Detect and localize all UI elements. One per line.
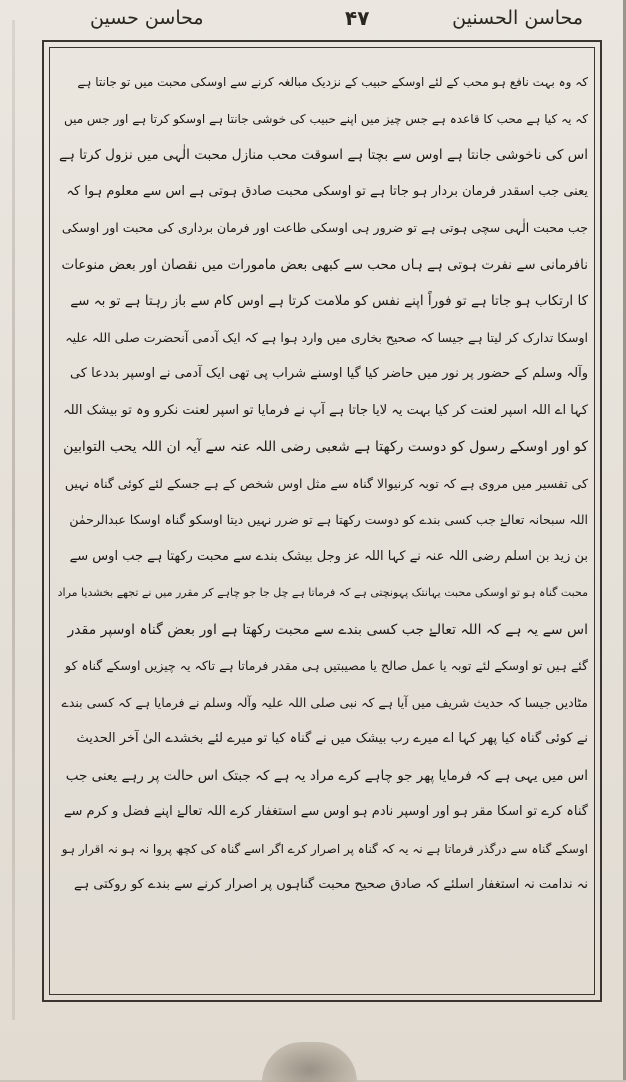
text-line: گناہ کرے تو اسکا مقر ہو اور اوسپر نادم ہو اوس سے استغفار کرے اللہ تعالےٰ اپنے فضل و کرم سے: [63, 804, 588, 819]
text-line: جب محبت الٰہی سچی ہوتی ہے تو ضرور ہی اوسکی طاعت اور فرمان برداری کی محبت اور اوسکی: [61, 220, 588, 235]
text-line: نافرمانی سے نفرت ہوتی ہے ہاں محب سے کبھی بعض مامورات میں نقصان اور بعض منوعات: [61, 256, 588, 273]
text-line: اوسکے گناہ سے درگذر فرماتا ہے نہ یہ کہ گناہ پر اصرار کرے اگر اسے گناہ کی کچھ پروا نہ ہو نہ اقرار ہو: [61, 841, 588, 856]
text-line: کی تفسیر میں مروی ہے کہ توبہ کرنیوالا گناہ سے مثل اوس شخص کے ہے جسکے لئے کوئی گناہ نہیں: [64, 475, 588, 491]
text-line: اس میں یہی ہے کہ فرمایا پھر جو چاہے کرے مراد یہ ہے کہ جبتک اس حالت پر رہے یعنی جب: [65, 767, 588, 784]
text-line: مٹادیں جیسا کہ حدیث شریف میں آیا ہے کہ نبی صلی اللہ علیہ وآلہ وسلم نے فرمایا ہے کہ کسی بندے: [61, 694, 588, 710]
text-line: کہ وہ بہت نافع ہو محب کے لئے اوسکے حبیب کے نزدیک مبالغہ کرنے سے اوسکی محبت میں تو جانتا ہے: [77, 75, 588, 89]
text-line: اس کی ناخوشی جانتا ہے اوس سے بچتا ہے اسوقت محب منازل محبت الٰہی میں نزول کرتا ہے: [59, 147, 588, 163]
header-title-left: محاسن حسین: [90, 7, 204, 29]
text-line: گئے ہیں تو اوسکے لئے توبہ یا عمل صالح یا مصیبتیں ہی مقدر فرماتا ہے تاکہ یہ چیزیں اوسکے گناہ کو: [65, 658, 588, 673]
text-line: بن زید بن اسلم رضی اللہ عنہ نے کہا اللہ عز وجل بیشک بندے سے محبت رکھتا ہے جب اوس سے: [69, 548, 588, 564]
text-line: کا ارتکاب ہو جاتا ہے تو فوراً اپنے نفس کو ملامت کرتا ہے اوس کام سے باز رہتا ہے تو بہ سے: [70, 293, 588, 309]
text-line: وآلہ وسلم کے حضور پر نور میں حاضر کیا گیا اوسنے شراب پی تھی ایک آدمی نے اوسپر بددعا کی: [69, 366, 588, 381]
header-title-right: محاسن الحسنین: [452, 7, 583, 29]
page-stain: [262, 1042, 357, 1082]
text-line: کہا اے اللہ اسپر لعنت کر کیا بہت یہ لایا جاتا ہے آپ نے فرمایا تو اسپر لعنت نکرو وہ تو بیشک اللہ: [63, 402, 588, 418]
text-line: کو اور اوسکے رسول کو دوست رکھتا ہے شعبی رضی اللہ عنہ سے آیہ ان اللہ یحب التوابین: [63, 439, 588, 455]
page-number: ۴۷: [345, 6, 370, 30]
text-line: نے کوئی گناہ کیا پھر کہا اے میرے رب بیشک میں نے گناہ کیا تو میرے لئے بخشدے الیٰ آخر الحدیث: [76, 731, 588, 746]
text-line: اوسکا تدارک کر لیتا ہے جیسا کہ صحیح بخاری میں وارد ہوا ہے کہ ایک آدمی آنحضرت صلی اللہ علیہ: [65, 329, 588, 345]
page-header: [40, 4, 593, 34]
page-edge-shadow: [12, 20, 15, 1020]
text-frame: [42, 40, 602, 1002]
text-line: اس سے یہ ہے کہ اللہ تعالےٰ جب کسی بندے سے محبت رکھتا ہے اور بعض گناہ اوسپر مقدر: [67, 621, 588, 638]
text-line: کہ یہ کیا ہے محب کا قاعدہ ہے جس چیز میں اپنے حبیب کی خوشی جانتا ہے اوسکو کرتا ہے اور جس میں: [63, 111, 588, 126]
body-text: [58, 64, 588, 904]
text-line: یعنی جب اسقدر فرمان بردار ہو جاتا ہے تو اوسکی محبت صادق ہوتی ہے اس سے معلوم ہوا کہ: [66, 183, 588, 199]
text-line: محبت گناہ ہو تو اوسکی محبت یہانتک پہونچتی ہے کہ فرماتا ہے چل جا جو چاہے کر مقرر میں نے تجھے بخشدیا مراد: [58, 586, 588, 599]
text-line: اللہ سبحانہ تعالےٰ جب کسی بندے کو دوست رکھتا ہے تو ضرر نہیں دیتا اوسکو گناہ اوسکا عبدالرحمٰن: [69, 512, 588, 527]
text-line: نہ ندامت نہ استغفار اسلئے کہ صادق صحیح محبت گناہوں پر اصرار کرنے سے بندے کو روکتی ہے: [73, 877, 588, 892]
